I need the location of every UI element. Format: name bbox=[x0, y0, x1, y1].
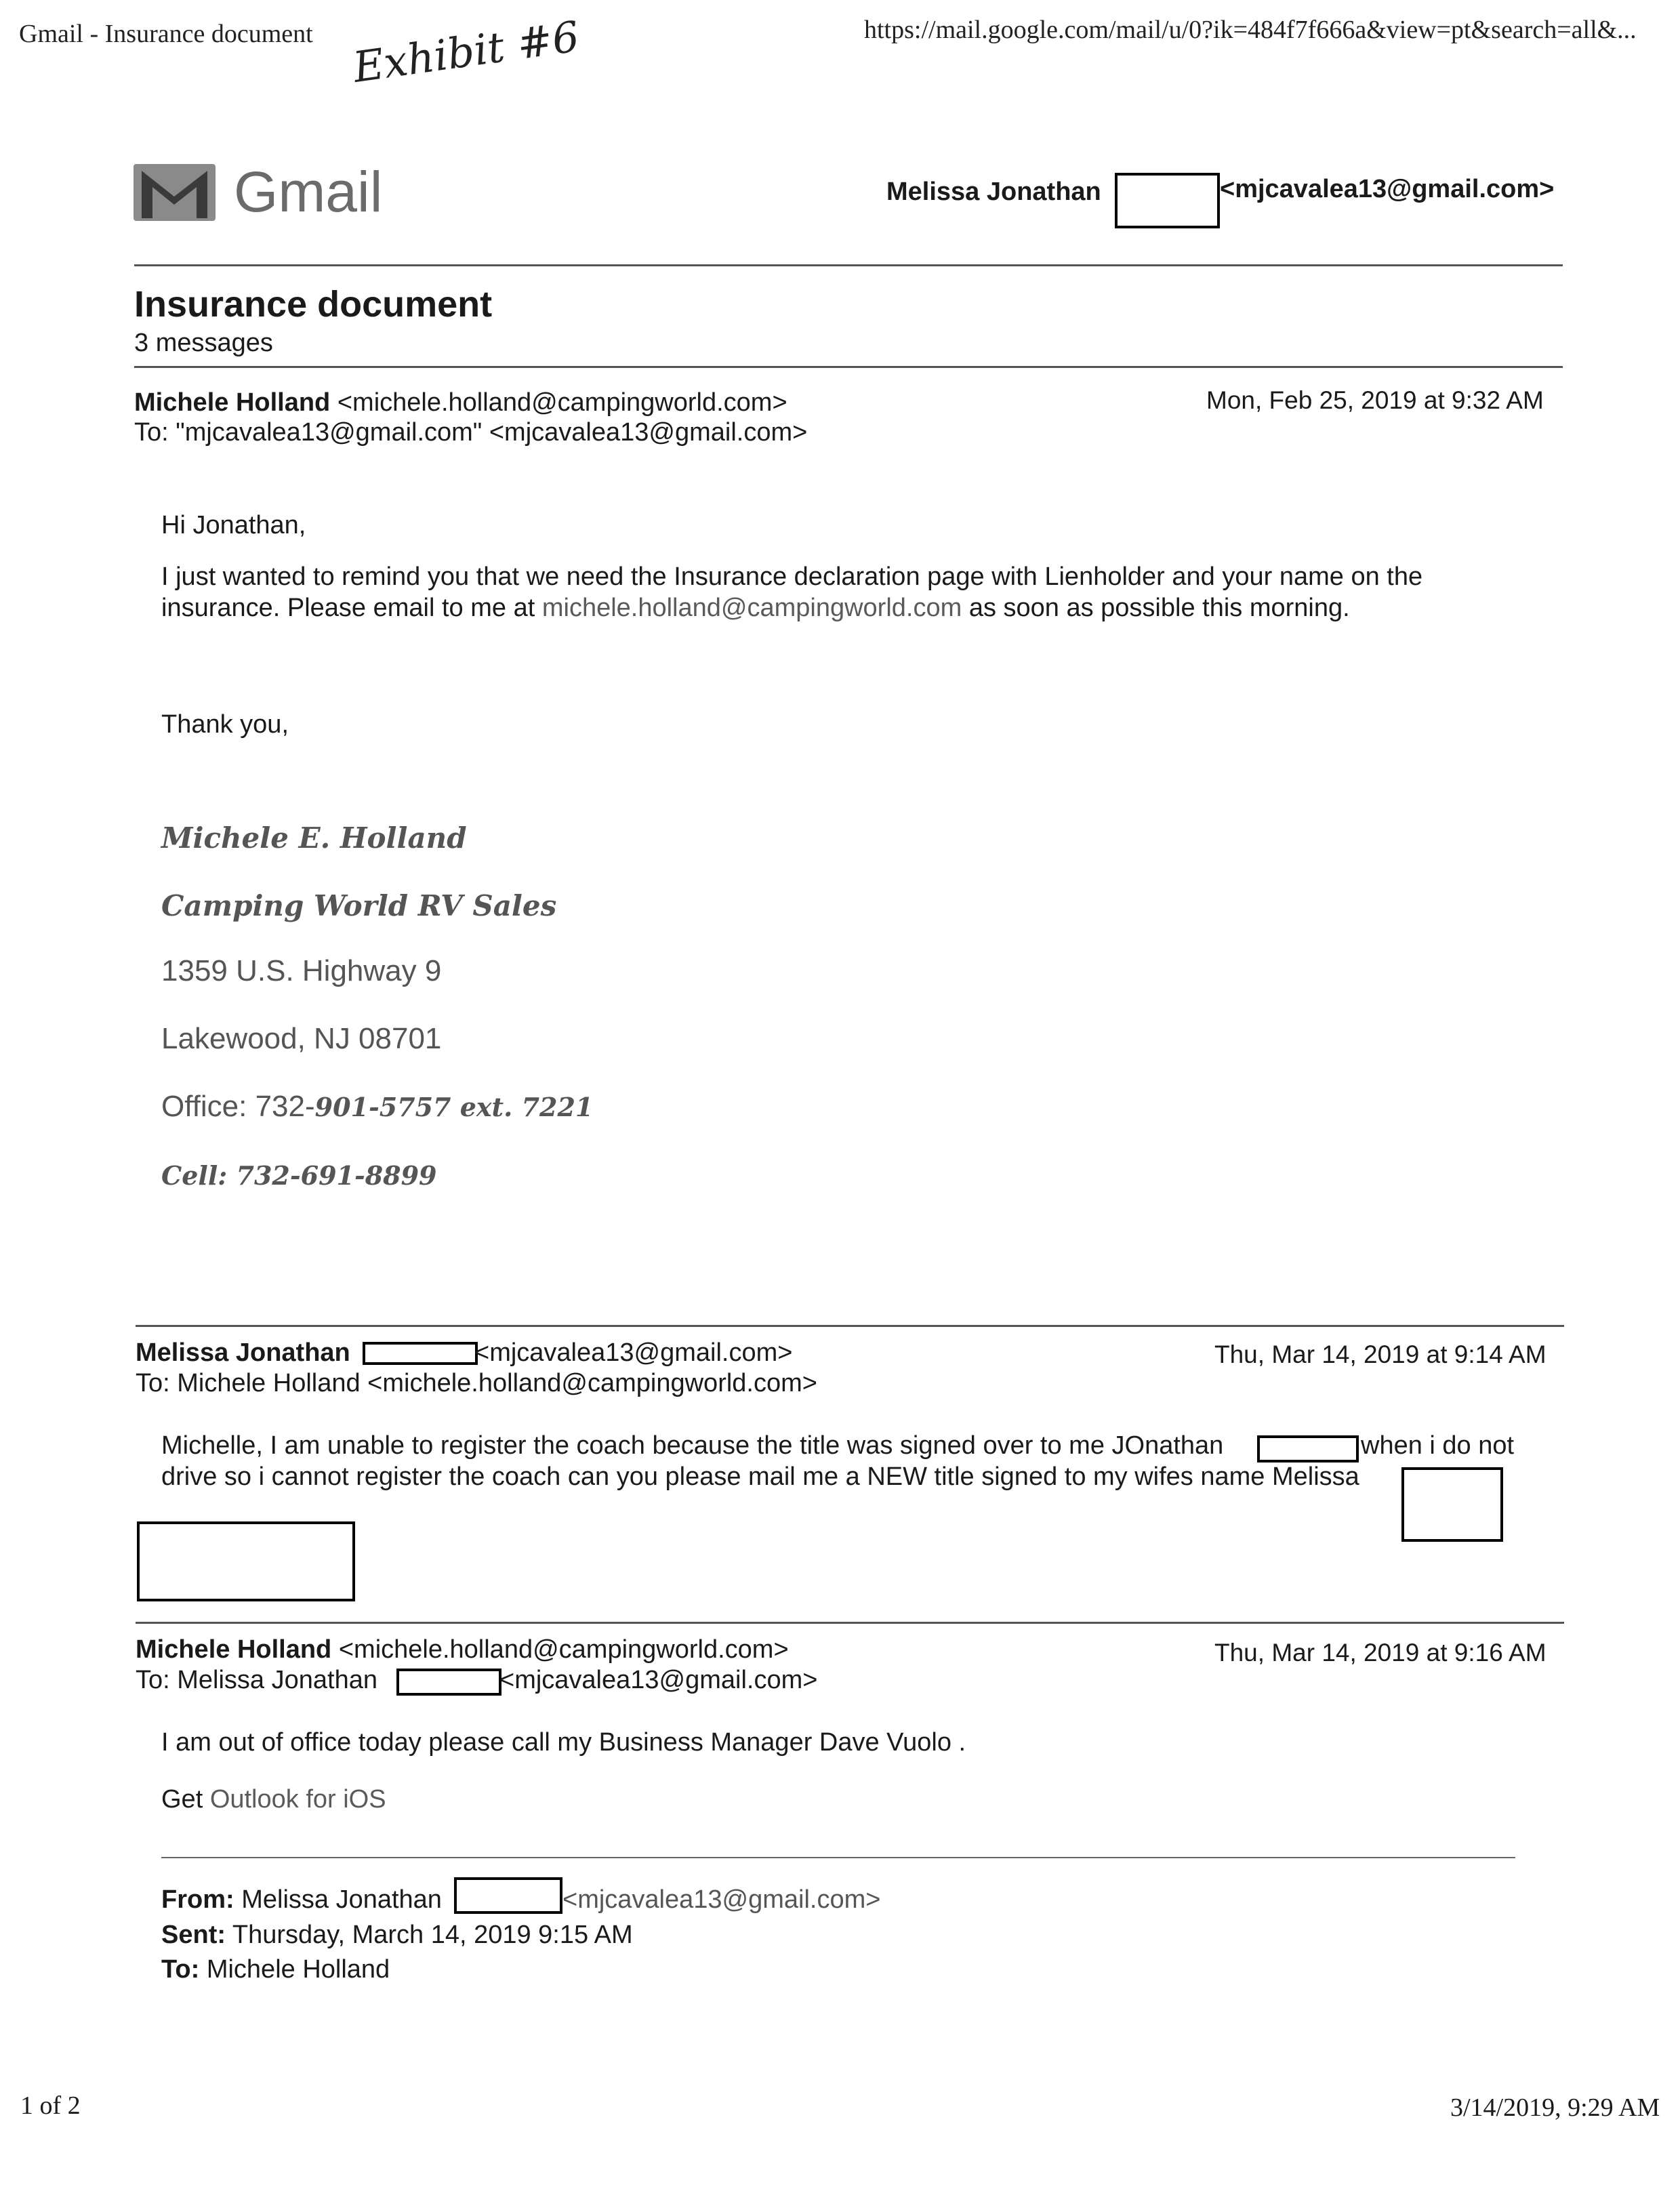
body-text-segment: insurance. Please email to me at bbox=[161, 594, 542, 622]
message-divider bbox=[136, 1622, 1564, 1624]
redaction-box bbox=[454, 1877, 562, 1914]
redaction-box bbox=[1115, 173, 1220, 228]
header-divider bbox=[134, 264, 1563, 266]
message-closing: Thank you, bbox=[161, 710, 289, 739]
sender-name: Michele Holland bbox=[136, 1635, 332, 1664]
message-sender bbox=[136, 1635, 789, 1664]
message-sender bbox=[134, 388, 787, 417]
quoted-sent-value: Thursday, March 14, 2019 9:15 AM bbox=[226, 1921, 633, 1949]
redaction-box bbox=[1257, 1435, 1359, 1462]
message-date: Mon, Feb 25, 2019 at 9:32 AM bbox=[1206, 386, 1544, 414]
signature-company: Camping World RV Sales bbox=[161, 889, 557, 922]
message-date: Thu, Mar 14, 2019 at 9:16 AM bbox=[1214, 1639, 1546, 1666]
gmail-wordmark: Gmail bbox=[234, 160, 383, 224]
thread-subject: Insurance document bbox=[134, 284, 493, 325]
quoted-sent-label: Sent: bbox=[161, 1921, 226, 1949]
quoted-from-email: <mjcavalea13@gmail.com> bbox=[562, 1885, 881, 1914]
message-recipient: To: Melissa Jonathan bbox=[136, 1666, 377, 1694]
quoted-from-name: Melissa Jonathan bbox=[234, 1885, 442, 1914]
signature-name: Michele E. Holland bbox=[161, 821, 467, 855]
office-label: Office: 732- bbox=[161, 1090, 315, 1123]
signature-street: 1359 U.S. Highway 9 bbox=[161, 954, 442, 987]
quoted-divider bbox=[161, 1857, 1515, 1858]
email-link[interactable]: michele.holland@campingworld.com bbox=[541, 594, 962, 622]
quoted-to-value: Michele Holland bbox=[199, 1955, 390, 1984]
body-text-segment: as soon as possible this morning. bbox=[962, 594, 1350, 622]
print-timestamp: 3/14/2019, 9:29 AM bbox=[1450, 2093, 1660, 2122]
sender-email: <michele.holland@campingworld.com> bbox=[338, 1635, 789, 1664]
redaction-box bbox=[363, 1342, 478, 1365]
sender-name: Melissa Jonathan bbox=[136, 1338, 350, 1367]
message-body-line bbox=[161, 592, 1350, 623]
message-recipient: To: "mjcavalea13@gmail.com" <mjcavalea13@gmail.com> bbox=[134, 418, 808, 447]
message-body-line: Michelle, I am unable to register the coach because the title was signed over to me JOnathan bbox=[161, 1431, 1224, 1460]
message-date: Thu, Mar 14, 2019 at 9:14 AM bbox=[1214, 1341, 1546, 1368]
message-divider bbox=[136, 1325, 1564, 1327]
print-header-title: Gmail - Insurance document bbox=[19, 20, 313, 48]
message-body-line: drive so i cannot register the coach can you please mail me a NEW title signed to my wifes name Melissa bbox=[161, 1462, 1359, 1491]
redaction-box bbox=[396, 1669, 501, 1696]
quoted-to-label: To: bbox=[161, 1955, 200, 1984]
quoted-sent bbox=[161, 1919, 633, 1950]
sender-email: <michele.holland@campingworld.com> bbox=[337, 388, 787, 417]
redaction-box bbox=[137, 1521, 355, 1601]
message-body-line: I just wanted to remind you that we need the Insurance declaration page with Lienholder and your name on the bbox=[161, 562, 1423, 591]
redaction-box bbox=[1401, 1467, 1503, 1542]
message-count: 3 messages bbox=[134, 329, 273, 357]
gmail-logo-icon bbox=[132, 163, 217, 222]
sender-email: <mjcavalea13@gmail.com> bbox=[474, 1338, 793, 1367]
exhibit-handwritten-note: Exhibit #6 bbox=[350, 12, 582, 92]
print-page-number: 1 of 2 bbox=[20, 2091, 81, 2120]
message-body-line: when i do not bbox=[1361, 1431, 1515, 1460]
subject-divider bbox=[134, 366, 1563, 368]
account-email: <mjcavalea13@gmail.com> bbox=[1220, 175, 1555, 203]
message-greeting: Hi Jonathan, bbox=[161, 511, 306, 539]
message-body: I am out of office today please call my Business Manager Dave Vuolo . bbox=[161, 1728, 966, 1757]
message-sender bbox=[136, 1338, 350, 1368]
quoted-from-label: From: bbox=[161, 1885, 234, 1914]
sender-name: Michele Holland bbox=[134, 388, 331, 417]
outlook-promo bbox=[161, 1784, 386, 1815]
signature-cell: Cell: 732-691-8899 bbox=[161, 1160, 437, 1191]
recipient-email: <mjcavalea13@gmail.com> bbox=[499, 1666, 818, 1694]
message-recipient: To: Michele Holland <michele.holland@campingworld.com> bbox=[136, 1369, 817, 1397]
office-number: 901-5757 ext. 7221 bbox=[314, 1092, 594, 1122]
outlook-link[interactable]: Outlook for iOS bbox=[209, 1785, 386, 1814]
print-header-url: https://mail.google.com/mail/u/0?ik=484f7f666a&view=pt&search=all&... bbox=[864, 16, 1637, 44]
signature-office bbox=[161, 1090, 593, 1124]
quoted-from bbox=[161, 1884, 442, 1915]
get-label: Get bbox=[161, 1785, 210, 1814]
quoted-to bbox=[161, 1954, 390, 1985]
signature-city: Lakewood, NJ 08701 bbox=[161, 1022, 442, 1055]
account-name: Melissa Jonathan bbox=[886, 178, 1101, 206]
